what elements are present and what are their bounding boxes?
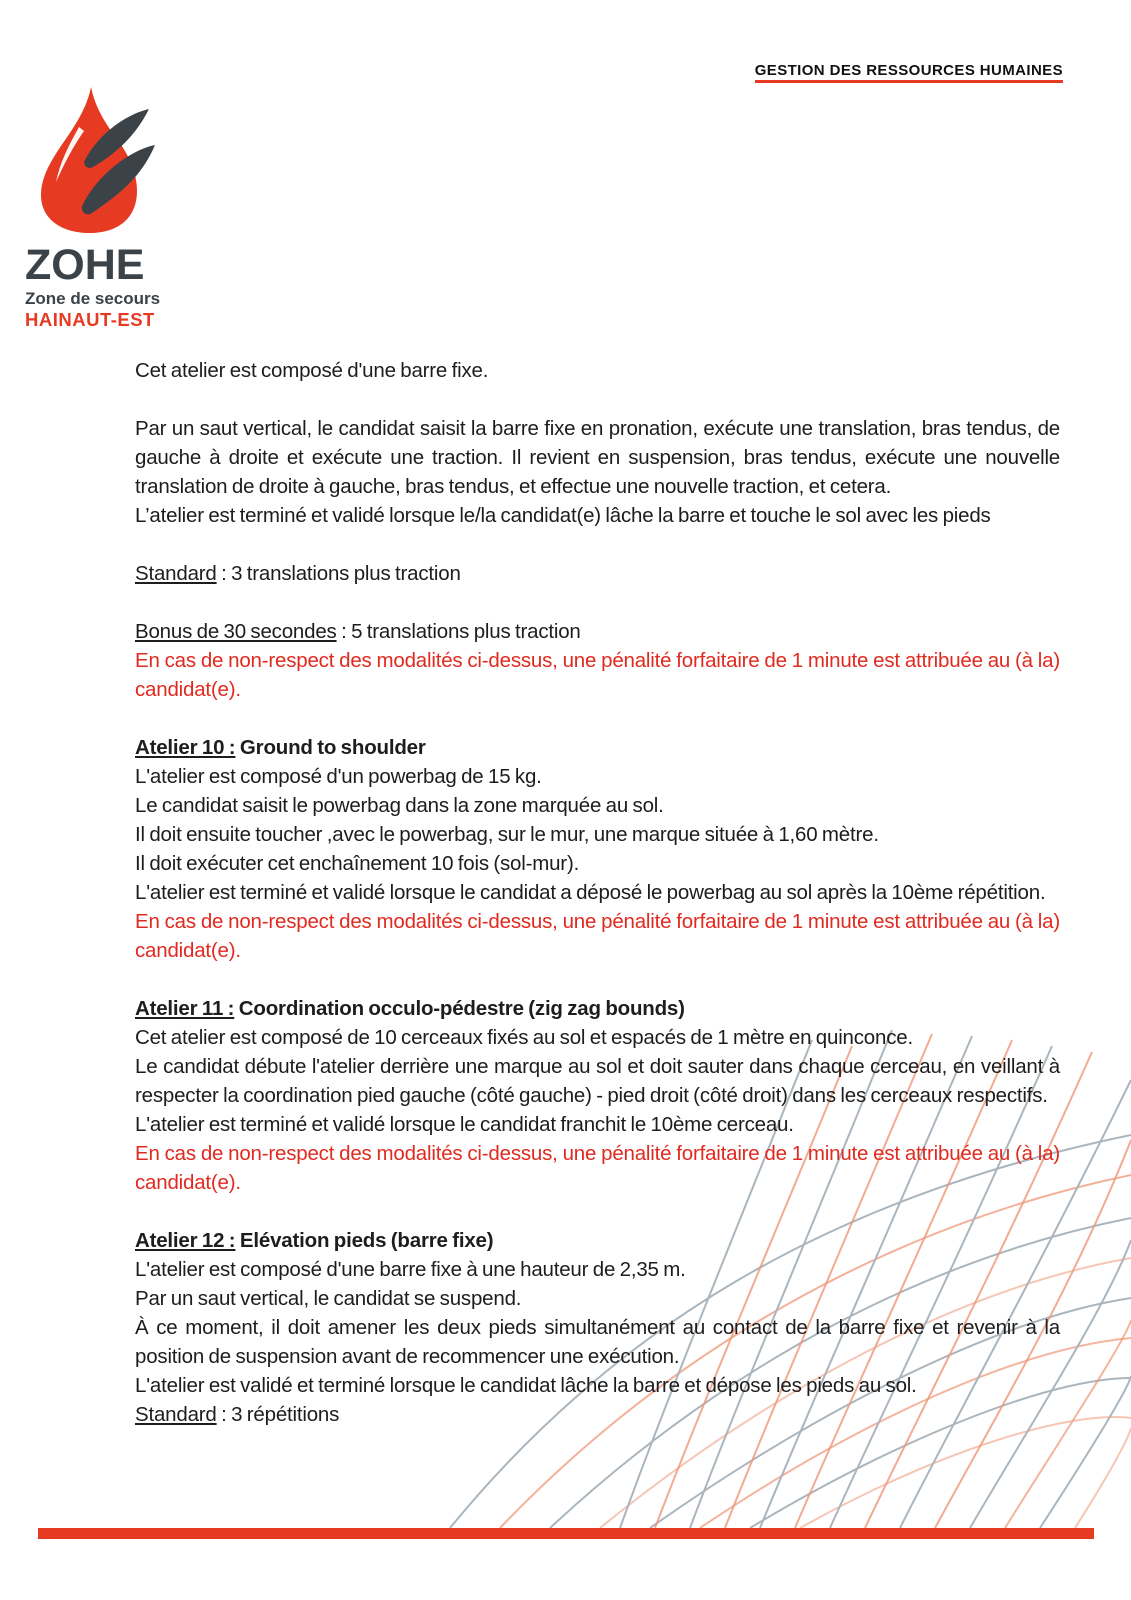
body-paragraph [135, 1023, 1060, 1052]
text-run: En cas de non-respect des modalités ci-dessus, une pénalité forfaitaire de 1 minute est attribuée au (à la) candidat(e). [135, 649, 1060, 701]
text-run: Standard [135, 562, 217, 585]
text-run: Elévation pieds (barre fixe) [235, 1229, 494, 1252]
atelier-heading [135, 733, 1060, 762]
page-header-title: GESTION DES RESSOURCES HUMAINES [755, 62, 1063, 83]
text-run: Il doit ensuite toucher ,avec le powerbag, sur le mur, une marque située à 1,60 mètre. [135, 823, 879, 846]
text-run: Il doit exécuter cet enchaînement 10 fois (sol-mur). [135, 852, 580, 875]
flame-icon [33, 85, 175, 242]
text-run: L’atelier est terminé et validé lorsque le/la candidat(e) lâche la barre et touche le sol avec les pieds [135, 504, 991, 527]
text-run: L'atelier est composé d'une barre fixe à une hauteur de 2,35 m. [135, 1258, 686, 1281]
penalty-text [135, 1139, 1060, 1197]
text-run: L'atelier est terminé et validé lorsque le candidat a déposé le powerbag au sol après la 10ème répétition. [135, 881, 1046, 904]
text-run: L'atelier est composé d'un powerbag de 15 kg. [135, 765, 542, 788]
paragraph-spacer [135, 965, 1060, 994]
atelier-heading [135, 994, 1060, 1023]
text-run: L'atelier est terminé et validé lorsque le candidat franchit le 10ème cerceau. [135, 1113, 794, 1136]
text-run: Le candidat saisit le powerbag dans la zone marquée au sol. [135, 794, 664, 817]
zohe-logo [25, 85, 175, 330]
text-run: Atelier 11 : [135, 997, 235, 1020]
logo-acronym: ZOHE [25, 241, 145, 289]
text-run: Cet atelier est composé d'une barre fixe. [135, 359, 489, 382]
body-paragraph [135, 414, 1060, 501]
body-paragraph [135, 559, 1060, 588]
document-body [135, 356, 1060, 1429]
body-paragraph [135, 356, 1060, 385]
body-paragraph [135, 878, 1060, 907]
text-run: Par un saut vertical, le candidat saisit la barre fixe en pronation, exécute une translation, bras tendus, de gauche à droite et exécute une traction. Il revient en suspension, bras tendus, exécute une nouvelle translation de droite à gauche, bras tendus, et effectue une nouvelle traction, et cetera. [135, 417, 1060, 498]
text-run: En cas de non-respect des modalités ci-dessus, une pénalité forfaitaire de 1 minute est attribuée au (à la) candidat(e). [135, 1142, 1060, 1194]
atelier-heading [135, 1226, 1060, 1255]
text-run: Le candidat débute l'atelier derrière une marque au sol et doit sauter dans chaque cerceau, en veillant à respecter la coordination pied gauche (côté gauche) - pied droit (côté droit) dans les cerceaux respectifs. [135, 1055, 1060, 1107]
body-paragraph [135, 762, 1060, 791]
text-run: Atelier 10 : [135, 736, 236, 759]
text-run: : 3 translations plus traction [216, 562, 461, 585]
paragraph-spacer [135, 1197, 1060, 1226]
paragraph-spacer [135, 588, 1060, 617]
text-run: Cet atelier est composé de 10 cerceaux fixés au sol et espacés de 1 mètre en quinconce. [135, 1026, 913, 1049]
text-run: : 3 répétitions [216, 1403, 340, 1426]
body-paragraph [135, 1255, 1060, 1284]
text-run: En cas de non-respect des modalités ci-dessus, une pénalité forfaitaire de 1 minute est attribuée au (à la) candidat(e). [135, 910, 1060, 962]
body-paragraph [135, 1371, 1060, 1400]
body-paragraph [135, 1110, 1060, 1139]
body-paragraph [135, 1284, 1060, 1313]
body-paragraph [135, 617, 1060, 646]
logo-subtitle-zone: Zone de secours [25, 289, 161, 308]
text-run: Bonus de 30 secondes [135, 620, 337, 643]
body-paragraph [135, 849, 1060, 878]
text-run: Standard [135, 1403, 217, 1426]
text-run: : 5 translations plus traction [336, 620, 581, 643]
text-run: Atelier 12 : [135, 1229, 236, 1252]
body-paragraph [135, 1313, 1060, 1371]
penalty-text [135, 646, 1060, 704]
paragraph-spacer [135, 704, 1060, 733]
logo-subtitle-hainaut: HAINAUT-EST [25, 308, 155, 330]
text-run: Par un saut vertical, le candidat se suspend. [135, 1287, 522, 1310]
body-paragraph [135, 791, 1060, 820]
body-paragraph [135, 501, 1060, 530]
text-run: L'atelier est validé et terminé lorsque le candidat lâche la barre et dépose les pieds au sol. [135, 1374, 917, 1397]
text-run: Ground to shoulder [235, 736, 426, 759]
text-run: À ce moment, il doit amener les deux pieds simultanément au contact de la barre fixe et revenir à la position de suspension avant de recommencer une exécution. [135, 1316, 1060, 1368]
text-run: Coordination occulo-pédestre (zig zag bounds) [234, 997, 685, 1020]
paragraph-spacer [135, 530, 1060, 559]
footer-red-bar [38, 1528, 1094, 1539]
body-paragraph [135, 1052, 1060, 1110]
body-paragraph [135, 1400, 1060, 1429]
paragraph-spacer [135, 385, 1060, 414]
body-paragraph [135, 820, 1060, 849]
penalty-text [135, 907, 1060, 965]
